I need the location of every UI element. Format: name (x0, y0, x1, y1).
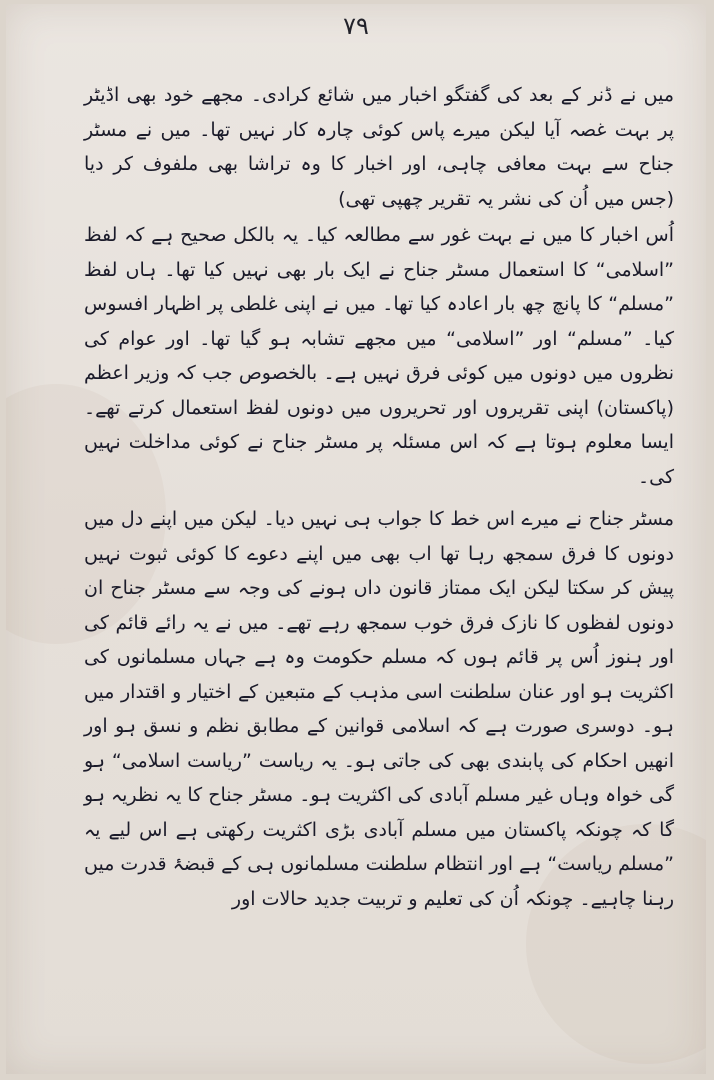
page-number: ۷۹ (343, 12, 369, 40)
paragraph-3: مسٹر جناح نے میرے اس خط کا جواب ہی نہیں دیا۔ لیکن میں اپنے دل میں دونوں کا فرق سمجھ رہا تھا اب بھی میں اپنے دعوے کا کوئی ثبوت نہیں پیش کر سکتا لیکن ایک ممتاز قانون داں ہونے کی وجہ سے مسٹر جناح ان دونوں لفظوں کا نازک فرق خوب سمجھ رہے تھے۔ میں نے یہ رائے قائم کی اور ہنوز اُس پر قائم ہوں کہ مسلم حکومت وہ ہے جہاں مسلمانوں کی اکثریت ہو اور عنان سلطنت اسی مذہب کے متبعین کے اختیار و اقتدار میں ہو۔ دوسری صورت ہے کہ اسلامی قوانین کے مطابق نظم و نسق ہو اور انھیں احکام کی پابندی بھی کی جاتی ہو۔ یہ ریاست ”ریاست اسلامی“ ہو گی خواہ وہاں غیر مسلم آبادی کی اکثریت ہو۔ مسٹر جناح کا یہ نظریہ ہو گا کہ چونکہ پاکستان میں مسلم آبادی بڑی اکثریت رکھتی ہے اس لیے یہ ”مسلم ریاست“ ہے اور انتظام سلطنت مسلمانوں ہی کے قبضۂ قدرت میں رہنا چاہیے۔ چونکہ اُن کی تعلیم و تربیت جدید حالات اور (84, 508, 674, 910)
scanned-page (6, 4, 706, 1074)
body-text (84, 78, 674, 916)
paragraph-1: میں نے ڈنر کے بعد کی گفتگو اخبار میں شائع کرادی۔ مجھے خود بھی اڈیٹر پر بہت غصہ آیا لیکن میرے پاس کوئی چارہ کار نہیں تھا۔ میں نے مسٹر جناح سے بہت معافی چاہی، اور اخبار کا وہ تراشا بھی ملفوف کر دیا (جس میں اُن کی نشر یہ تقریر چھپی تھی) (84, 84, 674, 210)
paragraph-2: اُس اخبار کا میں نے بہت غور سے مطالعہ کیا۔ یہ بالکل صحیح ہے کہ لفظ ”اسلامی“ کا استعمال مسٹر جناح نے ایک بار بھی نہیں کیا تھا۔ ہاں لفظ ”مسلم“ کا پانچ چھ بار اعادہ کیا تھا۔ میں نے اپنی غلطی پر اظہار افسوس کیا۔ ”مسلم“ اور ”اسلامی“ میں مجھے تشابہ ہو گیا تھا۔ اور عوام کی نظروں میں دونوں میں کوئی فرق نہیں ہے۔ بالخصوص جب کہ وزیر اعظم (پاکستان) اپنی تقریروں اور تحریروں میں دونوں لفظ استعمال کرتے تھے۔ ایسا معلوم ہوتا ہے کہ اس مسئلہ پر مسٹر جناح نے کوئی مداخلت نہیں کی۔ (84, 224, 674, 488)
